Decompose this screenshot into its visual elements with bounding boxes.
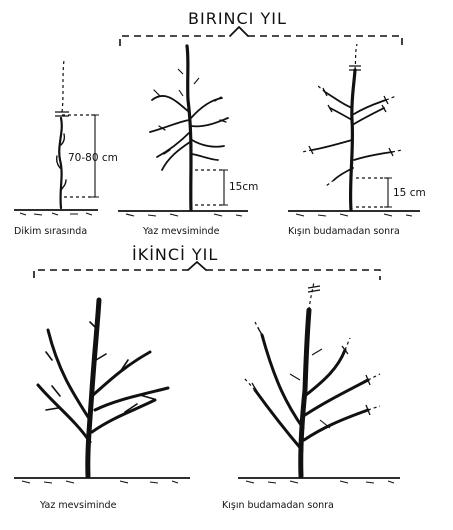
winter-spacing-label: 15 cm	[393, 187, 426, 199]
second-year-bracket	[34, 262, 380, 280]
caption-planting: Dikim sırasında	[14, 226, 88, 237]
caption-summer-1: Yaz mevsiminde	[143, 226, 220, 237]
caption-winter-1: Kışın budamadan sonra	[288, 226, 400, 237]
first-year-bracket	[120, 27, 402, 46]
caption-winter-2: Kışın budamadan sonra	[222, 500, 334, 511]
second-year-title: İKİNCİ YIL	[132, 245, 219, 264]
tree-summer-2	[14, 300, 190, 483]
summer-spacing-label: 15cm	[229, 181, 259, 193]
tree-winter-2	[238, 282, 400, 483]
height-measure-label: 70-80 cm	[68, 152, 118, 164]
first-year-title: BIRINCI YIL	[188, 9, 287, 28]
tree-planting	[14, 60, 99, 215]
caption-summer-2: Yaz mevsiminde	[40, 500, 117, 511]
